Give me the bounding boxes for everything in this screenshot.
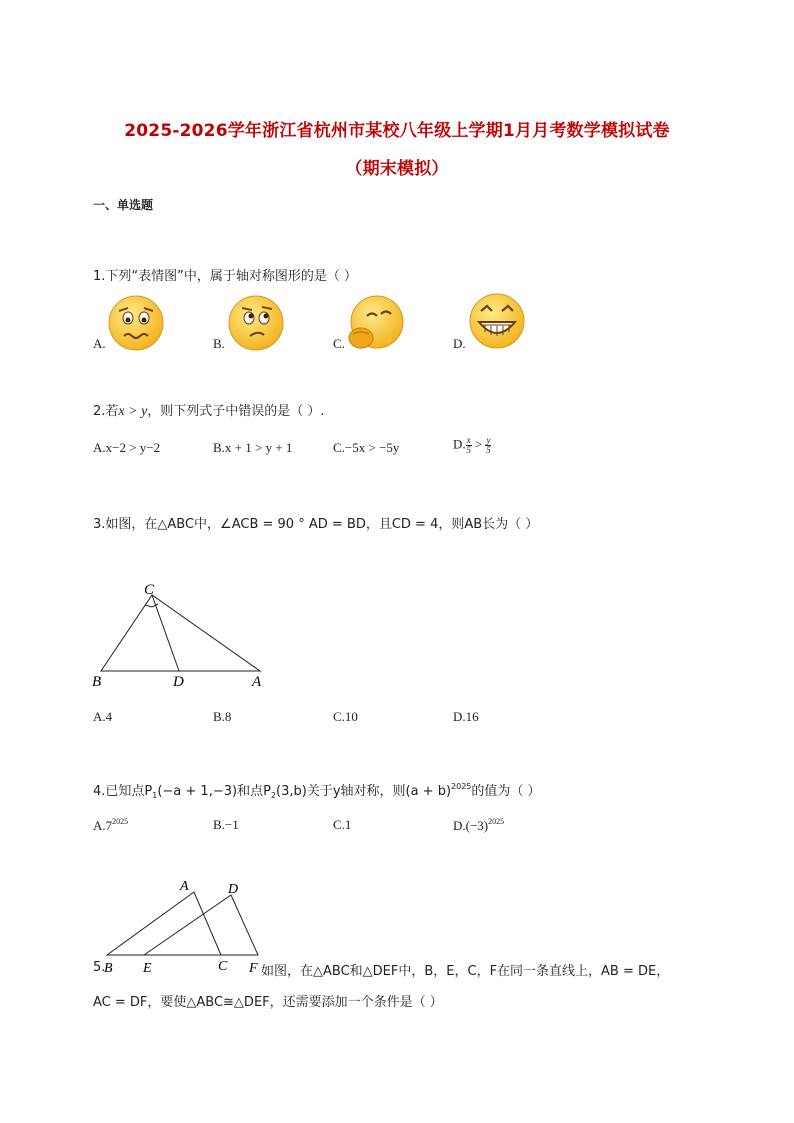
q1-option-a-label: A. <box>93 336 106 351</box>
q4-stem-sub-2: 2 <box>270 791 277 800</box>
q1-option-d-emoji-grin-icon <box>467 292 527 350</box>
q2-stem-condition: x > y <box>118 404 148 419</box>
q3-label-b: B <box>92 674 102 690</box>
q5-label-c: C <box>218 959 228 974</box>
q3-option-c: C.10 <box>333 709 358 724</box>
q3-option-a: A.4 <box>93 709 113 724</box>
q1-option-b-emoji-thinking-icon <box>226 294 286 352</box>
q4-stem-exponent: 2025 <box>451 782 472 791</box>
question-5-stem-line-2: AC = DF，要使△ABC≅△DEF，还需要添加一个条件是（ ） <box>93 995 443 1010</box>
q2-option-d-label: D. <box>453 436 466 452</box>
exam-subtitle: （期末模拟） <box>345 159 449 179</box>
q4-stem-part-c: (−a + 1,−3)和点P <box>157 784 271 799</box>
q4-stem-part-a: 4.已知点P <box>93 784 153 799</box>
q4-stem-part-e: (3,b)关于y轴对称，则(a + b) <box>276 784 452 799</box>
q5-label-e: E <box>143 961 152 976</box>
q3-label-a: A <box>252 674 262 690</box>
q4-option-d: $D.(-3)^{2025}$ <box>453 817 505 833</box>
question-4-stem <box>93 780 541 800</box>
q3-triangle-figure <box>88 578 268 690</box>
q3-label-d: D <box>173 674 184 690</box>
q2-stem-suffix: ，则下列式子中错误的是（ ）. <box>147 404 325 419</box>
q5-label-b: B <box>104 961 113 976</box>
q2-option-d-fraction-2: $\frac{y}{5}$ <box>486 435 491 455</box>
q1-option-d-label: D. <box>453 336 466 351</box>
q4-stem-sub-1: 1 <box>152 791 158 800</box>
q5-label-d: D <box>228 882 239 897</box>
q2-stem-prefix: 2.若 <box>93 404 119 419</box>
q1-option-b-label: B. <box>213 336 225 351</box>
q2-option-a: A.x−2 > y−2 <box>93 440 161 455</box>
exam-title: 2025-2026学年浙江省杭州市某校八年级上学期1月月考数学模拟试卷 <box>124 121 670 141</box>
question-5-stem-line-1: 如图，在△ABC和△DEF中，B，E，C，F在同一条直线上，AB = DE， <box>261 964 670 979</box>
q1-option-a-emoji-worried-icon <box>106 294 166 352</box>
q5-label-a: A <box>180 879 189 894</box>
q2-option-d: D. $\frac{x}{5}$ > $\frac{y}{5}$ <box>453 435 491 455</box>
q3-option-d: D.16 <box>453 709 479 724</box>
q5-triangles-figure <box>88 876 268 976</box>
q4-stem-part-g: 的值为（ ） <box>471 784 541 799</box>
q4-option-a: $A.7^{2025}$ <box>93 817 129 833</box>
q3-option-b: B.8 <box>213 709 232 724</box>
question-3-stem: 3.如图，在△ABC中，∠ACB = 90 ° AD = BD，且CD = 4，则AB长为（ ） <box>93 517 539 532</box>
q2-option-c: C.−5x > −5y <box>333 440 400 455</box>
question-2-stem <box>93 400 325 420</box>
question-5-number: 5. <box>93 960 106 975</box>
section-heading: 一、单选题 <box>93 198 154 212</box>
question-1-stem: 1.下列“表情图”中，属于轴对称图形的是（ ） <box>93 269 358 284</box>
q1-option-c-emoji-giggle-icon <box>343 294 407 354</box>
q4-option-b: B.−1 <box>213 817 239 832</box>
q4-option-c: C.1 <box>333 817 352 832</box>
q3-label-c: C <box>144 582 155 598</box>
q1-option-c-label: C. <box>333 336 345 351</box>
q2-option-b: B.x + 1 > y + 1 <box>213 440 293 455</box>
q5-label-f: F <box>249 961 258 976</box>
q2-option-d-fraction-1: $\frac{x}{5}$ <box>466 435 471 455</box>
